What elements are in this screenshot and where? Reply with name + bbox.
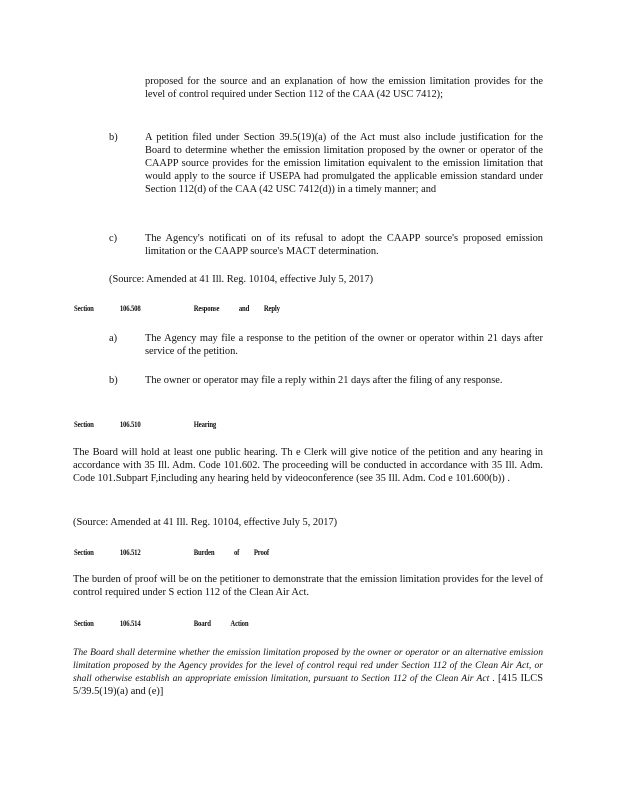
list-label-c: c) bbox=[109, 233, 118, 244]
statutory-quote: The Board shall determine whether the emission limitation proposed by the owner or operator or an alternative emission limitation proposed by the Agency provides for the level of control requi red under Section 112 of the Clean Air Act, or shall otherwise establish an appropriate emission limitation, pursuant to Section 112 of the Clean Air Act . bbox=[73, 647, 543, 684]
section-label: Section bbox=[74, 548, 94, 557]
owner-reply-paragraph: The owner or operator may file a reply within 21 days after the filing of any response. bbox=[145, 375, 503, 386]
agency-notification-paragraph: The Agency's notificati on of its refusal to adopt the CAAPP source's proposed emission limitation or the CAAPP source's MACT determination. bbox=[145, 233, 543, 257]
hearing-paragraph: The Board will hold at least one public hearing. Th e Clerk will give notice of the petition and any hearing in accordance with 35 Ill. Adm. Code 101.602. The proceeding will be conducted in accordance with 35 Ill. Adm. Code 101.Subpart F,including any hearing held by videoconference (see 35 Ill. Adm. Cod e 101.600(b)) . bbox=[73, 447, 543, 484]
section-title-word: of bbox=[233, 548, 240, 557]
section-label: Section bbox=[74, 304, 94, 313]
section-number: 106.514 bbox=[119, 619, 141, 628]
list-label-a: a) bbox=[109, 333, 118, 344]
list-label-b: b) bbox=[109, 132, 118, 143]
section-title-word: Proof bbox=[253, 548, 269, 557]
section-heading-106-514 bbox=[74, 618, 248, 629]
section-title-word: and bbox=[238, 304, 250, 313]
list-label-b: b) bbox=[109, 375, 118, 386]
agency-response-paragraph: The Agency may file a response to the petition of the owner or operator within 21 days after service of the petition. bbox=[145, 333, 543, 357]
section-number: 106.508 bbox=[119, 304, 141, 313]
section-heading-106-510 bbox=[74, 419, 216, 430]
section-label: Section bbox=[74, 619, 94, 628]
section-title-word: Action bbox=[230, 619, 249, 628]
section-label: Section bbox=[74, 420, 94, 429]
section-number: 106.512 bbox=[119, 548, 141, 557]
continuation-paragraph: proposed for the source and an explanation of how the emission limitation provides for the level of control required under Section 112 of the CAA (42 USC 7412); bbox=[145, 76, 543, 100]
section-title-word: Hearing bbox=[193, 420, 217, 429]
source-note: (Source: Amended at 41 Ill. Reg. 10104, effective July 5, 2017) bbox=[109, 274, 374, 285]
section-title-word: Board bbox=[193, 619, 211, 628]
burden-of-proof-paragraph: The burden of proof will be on the petitioner to demonstrate that the emission limitation provides for the level of control required under S ection 112 of the Clean Air Act. bbox=[73, 574, 543, 598]
petition-justification-paragraph: A petition filed under Section 39.5(19)(a) of the Act must also include justification for the Board to determine whether the emission limitation proposed by the owner or operator of the CAAPP source provides for the emission limitation equivalent to the emission limitation that would apply to the source if USEPA had promulgated the applicable emission standard under Section 112(d) of the CAA (42 USC 7412(d)) in a timely manner; and bbox=[145, 132, 543, 195]
section-heading-106-508 bbox=[74, 303, 280, 314]
statute-citation: [415 ILCS 5/39.5(19)(a) and (e)] bbox=[73, 673, 543, 697]
source-note: (Source: Amended at 41 Ill. Reg. 10104, effective July 5, 2017) bbox=[73, 517, 338, 528]
section-number: 106.510 bbox=[119, 420, 141, 429]
section-title-word: Burden bbox=[193, 548, 215, 557]
section-title-word: Reply bbox=[263, 304, 280, 313]
board-action-paragraph bbox=[73, 646, 543, 698]
section-heading-106-512 bbox=[74, 547, 269, 558]
section-title-word: Response bbox=[193, 304, 220, 313]
